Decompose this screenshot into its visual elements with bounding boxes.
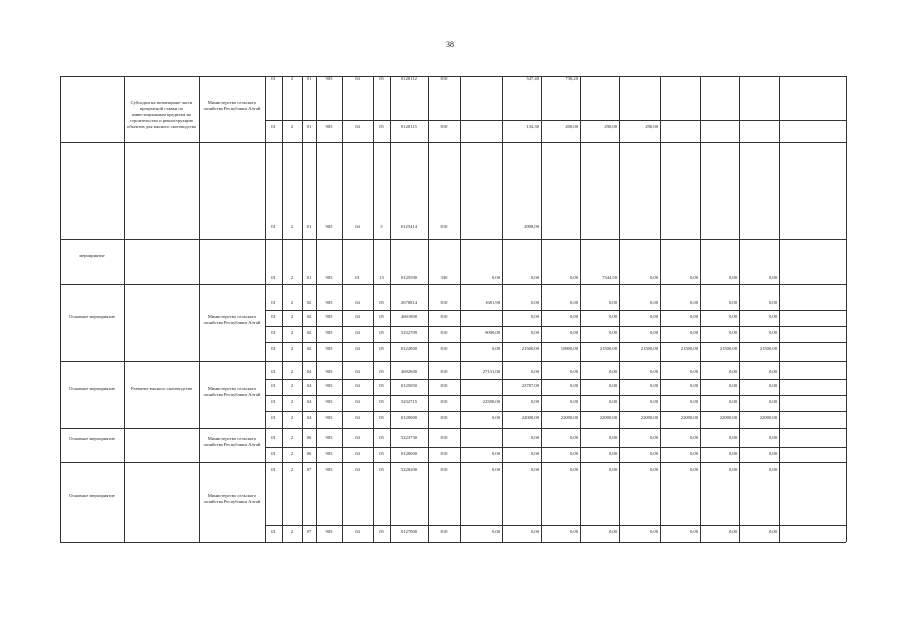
table-cell: 0120000 xyxy=(400,451,418,456)
table-cell: 905 xyxy=(325,399,333,404)
table-cell: 2601800 xyxy=(400,314,418,319)
table-gridline xyxy=(60,284,846,285)
table-cell: 04 xyxy=(355,124,360,129)
table-cell: 2 xyxy=(290,415,294,420)
table-cell: 905 xyxy=(325,300,333,305)
table-cell: 547,40 xyxy=(526,76,539,81)
table-cell: 0,00 xyxy=(649,435,658,440)
table-cell: 02 xyxy=(306,314,312,319)
table-cell: 0,00 xyxy=(649,399,658,404)
table-cell: 04 xyxy=(306,399,312,404)
table-cell: 0,00 xyxy=(530,399,539,404)
table-cell: 22000,00 xyxy=(759,415,777,420)
table-cell: 04 xyxy=(355,314,360,319)
table-cell: 0,00 xyxy=(728,314,737,319)
table-cell: 07 xyxy=(306,467,312,472)
table-cell: 0,00 xyxy=(530,314,539,319)
table-cell: 01 xyxy=(271,451,276,456)
table-cell: 01 xyxy=(271,435,276,440)
table-cell: 05 xyxy=(379,415,384,420)
table-gridline xyxy=(60,239,846,240)
table-cell: 0,00 xyxy=(608,529,617,534)
table-gridline xyxy=(199,76,200,542)
table-gridline xyxy=(60,361,846,362)
row-separator xyxy=(265,342,846,343)
table-cell: 22000,00 xyxy=(640,415,658,420)
row-name-label: Развитие мясного скотоводства xyxy=(130,385,193,391)
table-gridline xyxy=(60,428,846,429)
table-cell: 21500,00 xyxy=(680,346,698,351)
table-cell: 01 xyxy=(271,314,276,319)
table-cell: 905 xyxy=(325,330,333,335)
table-cell: 0,00 xyxy=(569,435,578,440)
table-cell: 0,00 xyxy=(491,529,500,534)
table-cell: 04 xyxy=(355,300,360,305)
table-cell: 0,00 xyxy=(569,314,578,319)
table-cell: 0,00 xyxy=(530,467,539,472)
table-cell: 0,00 xyxy=(569,275,578,280)
table-cell: 0,00 xyxy=(608,300,617,305)
table-cell: 9000,00 xyxy=(485,330,500,335)
table-cell: 810 xyxy=(440,300,448,305)
table-cell: 0,00 xyxy=(689,300,698,305)
table-cell: 5232715 xyxy=(400,399,418,404)
table-gridline xyxy=(846,76,847,542)
table-cell: 0,00 xyxy=(569,399,578,404)
table-cell: 2 xyxy=(290,435,294,440)
table-cell: 0,00 xyxy=(689,399,698,404)
table-cell: 810 xyxy=(440,415,448,420)
table-cell: 0122000 xyxy=(400,346,418,351)
table-cell: 22000,00 xyxy=(719,415,737,420)
table-gridline xyxy=(779,76,780,542)
table-cell: 5 xyxy=(380,224,383,229)
table-cell: 0125050 xyxy=(400,383,418,388)
table-cell: 0,00 xyxy=(728,529,737,534)
table-cell: 810 xyxy=(440,76,448,81)
table-cell: 01 xyxy=(271,467,276,472)
table-cell: 905 xyxy=(325,224,333,229)
table-cell: 0,00 xyxy=(728,275,737,280)
table-cell: 01 xyxy=(271,529,276,534)
table-cell: 05 xyxy=(379,330,384,335)
row-type-label: Основное мероприятие xyxy=(69,436,115,441)
table-cell: 10800,00 xyxy=(560,346,578,351)
table-cell: 01 xyxy=(306,124,312,129)
table-cell: 0,00 xyxy=(768,435,777,440)
table-cell: 0,00 xyxy=(491,275,500,280)
table-cell: 2670814 xyxy=(400,300,418,305)
table-cell: 02 xyxy=(306,330,312,335)
table-cell: 01 xyxy=(271,346,276,351)
table-cell: 2 xyxy=(290,275,294,280)
table-cell: 1681,90 xyxy=(485,300,500,305)
table-cell: 21500,00 xyxy=(640,346,658,351)
page-number: 38 xyxy=(446,40,454,49)
table-cell: 2 xyxy=(290,300,294,305)
table-cell: 0,00 xyxy=(768,383,777,388)
table-cell: 905 xyxy=(325,383,333,388)
row-responsible-label: Министерство сельского хозяйства Республики Алтай xyxy=(203,100,261,111)
table-cell: 13 xyxy=(379,275,384,280)
table-cell: 0,00 xyxy=(569,369,578,374)
table-cell: 0,00 xyxy=(689,529,698,534)
table-cell: 05 xyxy=(379,300,384,305)
table-cell: 0,00 xyxy=(569,300,578,305)
table-cell: 2 xyxy=(290,383,294,388)
table-cell: 02 xyxy=(306,300,312,305)
table-cell: 0127000 xyxy=(400,529,418,534)
row-separator xyxy=(265,395,846,396)
table-cell: 0,00 xyxy=(728,467,737,472)
row-separator xyxy=(265,447,846,448)
table-cell: 0,00 xyxy=(608,467,617,472)
table-cell: 5223730 xyxy=(400,435,418,440)
table-cell: 905 xyxy=(325,435,333,440)
table-cell: 0120115 xyxy=(401,124,417,129)
row-responsible-label: Министерство сельского хозяйства Республики Алтай xyxy=(203,313,261,325)
table-cell: 2 xyxy=(290,529,294,534)
row-name-label: Субсидии на возмещение части процентной ставки по инвестиционным кредитам на строительство и реконструкцию объектов для мясного скотоводства xyxy=(127,100,196,129)
row-responsible-label: Министерство сельского хозяйства Республики Алтай xyxy=(203,436,261,447)
table-cell: 0,00 xyxy=(689,451,698,456)
table-cell: 0,00 xyxy=(689,467,698,472)
table-cell: 0,00 xyxy=(608,314,617,319)
table-cell: 2908,00 xyxy=(524,224,539,229)
table-cell: 05 xyxy=(379,451,384,456)
table-cell: 22000,00 xyxy=(599,415,617,420)
table-cell: 04 xyxy=(355,399,360,404)
table-cell: 0,00 xyxy=(649,314,658,319)
row-responsible-label: Министерство сельского хозяйства Республики Алтай xyxy=(203,493,261,504)
table-cell: 905 xyxy=(325,415,333,420)
row-separator xyxy=(265,379,846,380)
row-separator xyxy=(265,326,846,327)
table-cell: 2 xyxy=(290,399,294,404)
table-cell: 05 xyxy=(379,529,384,534)
table-cell: 0,00 xyxy=(569,529,578,534)
table-cell: 810 xyxy=(440,330,448,335)
table-cell: 2 xyxy=(290,369,294,374)
table-cell: 0,00 xyxy=(689,314,698,319)
table-cell: 0,00 xyxy=(768,275,777,280)
table-cell: 04 xyxy=(355,467,360,472)
table-cell: 0,00 xyxy=(768,314,777,319)
table-cell: 01 xyxy=(271,369,276,374)
row-type-label: Основное мероприятие xyxy=(69,493,115,498)
table-cell: 04 xyxy=(306,415,312,420)
table-cell: 04 xyxy=(355,76,360,81)
table-cell: 810 xyxy=(440,314,448,319)
table-cell: 0,00 xyxy=(768,399,777,404)
table-cell: 23787,00 xyxy=(521,383,539,388)
table-cell: 04 xyxy=(355,529,360,534)
table-cell: 01 xyxy=(271,330,276,335)
table-cell: 04 xyxy=(355,415,360,420)
table-cell: 0,00 xyxy=(491,415,500,420)
table-cell: 0,00 xyxy=(728,330,737,335)
table-cell: 905 xyxy=(325,314,333,319)
table-cell: 0,00 xyxy=(728,369,737,374)
table-cell: 0,00 xyxy=(608,330,617,335)
table-cell: 05 xyxy=(379,369,384,374)
table-cell: 22000,00 xyxy=(560,415,578,420)
table-cell: 01 xyxy=(306,275,312,280)
table-cell: 0,00 xyxy=(530,275,539,280)
table-cell: 05 xyxy=(379,124,384,129)
table-cell: 21500,00 xyxy=(599,346,617,351)
table-cell: 01 xyxy=(306,224,312,229)
table-cell: 0,00 xyxy=(689,369,698,374)
table-cell: 04 xyxy=(306,383,312,388)
table-cell: 22500,00 xyxy=(482,399,500,404)
table-cell: 0,00 xyxy=(689,383,698,388)
table-cell: 22000,00 xyxy=(680,415,698,420)
table-cell: 0,00 xyxy=(530,529,539,534)
table-cell: 810 xyxy=(440,399,448,404)
table-cell: 04 xyxy=(306,369,312,374)
table-cell: 04 xyxy=(355,346,360,351)
table-gridline xyxy=(60,142,846,143)
table-cell: 0,00 xyxy=(728,383,737,388)
table-cell: 2 xyxy=(290,451,294,456)
table-cell: 0,00 xyxy=(491,451,500,456)
table-cell: 0,00 xyxy=(649,451,658,456)
table-cell: 134,30 xyxy=(526,124,539,129)
table-cell: 0,00 xyxy=(768,451,777,456)
table-cell: 2 xyxy=(290,124,294,129)
budget-table xyxy=(60,76,846,542)
table-cell: 810 xyxy=(440,346,448,351)
table-cell: 01 xyxy=(271,415,276,420)
row-type-label: мероприятие xyxy=(79,252,105,258)
table-cell: 01 xyxy=(271,383,276,388)
table-cell: 01 xyxy=(271,224,276,229)
table-cell: 0,00 xyxy=(649,275,658,280)
table-cell: 5232709 xyxy=(400,330,418,335)
table-cell: 0,00 xyxy=(530,435,539,440)
table-cell: 01 xyxy=(306,76,312,81)
table-cell: 0,00 xyxy=(491,467,500,472)
table-cell: 905 xyxy=(325,76,333,81)
table-cell: 0,00 xyxy=(608,399,617,404)
table-cell: 0,00 xyxy=(768,300,777,305)
table-cell: 01 xyxy=(271,76,276,81)
table-cell: 2 xyxy=(290,330,294,335)
table-cell: 0,00 xyxy=(649,369,658,374)
table-cell: 2 xyxy=(290,314,294,319)
table-cell: 01 xyxy=(271,399,276,404)
table-cell: 27131,00 xyxy=(482,369,500,374)
table-cell: 01 xyxy=(271,124,276,129)
table-cell: 0,00 xyxy=(608,383,617,388)
table-cell: 21500,00 xyxy=(521,346,539,351)
table-cell: 905 xyxy=(325,451,333,456)
table-cell: 0,00 xyxy=(569,383,578,388)
table-cell: 05 xyxy=(379,467,384,472)
table-cell: 905 xyxy=(325,124,333,129)
table-cell: 05 xyxy=(379,399,384,404)
table-cell: 2 xyxy=(290,346,294,351)
table-cell: 07 xyxy=(306,529,312,534)
table-cell: 0,00 xyxy=(768,330,777,335)
table-cell: 0125414 xyxy=(400,224,418,229)
row-type-label: Основное мероприятие xyxy=(69,385,115,391)
table-cell: 810 xyxy=(440,224,448,229)
table-cell: 0,00 xyxy=(728,451,737,456)
table-cell: 05 xyxy=(379,435,384,440)
table-cell: 0,00 xyxy=(530,330,539,335)
table-cell: 0125590 xyxy=(400,275,418,280)
table-cell: 0,00 xyxy=(530,451,539,456)
table-cell: 0,00 xyxy=(608,451,617,456)
table-cell: 04 xyxy=(355,383,360,388)
table-cell: 0,00 xyxy=(728,399,737,404)
table-cell: 0,00 xyxy=(768,467,777,472)
table-cell: 0120000 xyxy=(400,415,418,420)
table-cell: 0,00 xyxy=(689,330,698,335)
table-cell: 810 xyxy=(440,529,448,534)
table-cell: 0,00 xyxy=(649,383,658,388)
table-cell: 2 xyxy=(290,76,294,81)
table-cell: 02 xyxy=(306,346,312,351)
row-separator xyxy=(265,120,846,121)
table-cell: 738,20 xyxy=(565,76,578,81)
table-cell: 0,00 xyxy=(569,330,578,335)
table-cell: 21500,00 xyxy=(759,346,777,351)
table-cell: 905 xyxy=(325,467,333,472)
table-cell: 21500,00 xyxy=(719,346,737,351)
table-cell: 905 xyxy=(325,346,333,351)
table-cell: 5220200 xyxy=(400,467,418,472)
table-cell: 0120112 xyxy=(401,76,417,81)
table-cell: 905 xyxy=(325,529,333,534)
table-cell: 0,00 xyxy=(689,435,698,440)
table-cell: 06 xyxy=(306,451,312,456)
table-cell: 05 xyxy=(379,76,384,81)
table-gridline xyxy=(60,76,61,542)
table-cell: 290,00 xyxy=(604,124,617,129)
table-cell: 0,00 xyxy=(768,369,777,374)
table-cell: 0,00 xyxy=(649,529,658,534)
row-type-label: Основное мероприятие xyxy=(69,313,115,319)
row-responsible-label: Министерство сельского хозяйства Республики Алтай xyxy=(203,385,261,397)
table-cell: 7344,50 xyxy=(602,275,617,280)
table-cell: 0,00 xyxy=(768,529,777,534)
row-separator xyxy=(265,525,846,526)
table-cell: 04 xyxy=(355,224,360,229)
table-cell: 0,00 xyxy=(530,300,539,305)
table-gridline xyxy=(60,462,846,463)
table-cell: 0,00 xyxy=(649,300,658,305)
table-cell: 905 xyxy=(325,369,333,374)
table-cell: 0,00 xyxy=(569,451,578,456)
table-cell: 04 xyxy=(355,369,360,374)
table-cell: 810 xyxy=(440,124,448,129)
table-cell: 810 xyxy=(440,435,448,440)
table-cell: 810 xyxy=(440,369,448,374)
table-cell: 2 xyxy=(290,224,294,229)
table-cell: 04 xyxy=(355,330,360,335)
table-cell: 0,00 xyxy=(608,369,617,374)
row-separator xyxy=(265,411,846,412)
table-gridline xyxy=(124,76,125,542)
table-cell: 0,00 xyxy=(728,300,737,305)
table-cell: 04 xyxy=(355,451,360,456)
table-cell: 905 xyxy=(325,275,333,280)
table-cell: 0,00 xyxy=(491,346,500,351)
table-cell: 01 xyxy=(355,275,360,280)
table-cell: 810 xyxy=(440,383,448,388)
table-cell: 810 xyxy=(440,451,448,456)
table-cell: 810 xyxy=(440,467,448,472)
table-cell: 01 xyxy=(271,300,276,305)
table-cell: 05 xyxy=(379,346,384,351)
table-cell: 0,00 xyxy=(649,467,658,472)
table-cell: 0,00 xyxy=(530,369,539,374)
row-separator xyxy=(265,310,846,311)
table-cell: 0,00 xyxy=(608,435,617,440)
table-cell: 05 xyxy=(379,383,384,388)
table-cell: 06 xyxy=(306,435,312,440)
table-cell: 22000,00 xyxy=(521,415,539,420)
table-gridline xyxy=(60,542,846,543)
table-cell: 01 xyxy=(271,275,276,280)
table-cell: 04 xyxy=(355,435,360,440)
table-cell: 0,00 xyxy=(569,467,578,472)
table-cell: 0,00 xyxy=(689,275,698,280)
table-cell: 330 xyxy=(440,275,448,280)
table-cell: 05 xyxy=(379,314,384,319)
table-cell: 2692600 xyxy=(400,369,418,374)
table-cell: 2 xyxy=(290,467,294,472)
table-cell: 200,00 xyxy=(565,124,578,129)
table-cell: 0,00 xyxy=(728,435,737,440)
table-cell: 290,00 xyxy=(645,124,658,129)
table-cell: 0,00 xyxy=(649,330,658,335)
